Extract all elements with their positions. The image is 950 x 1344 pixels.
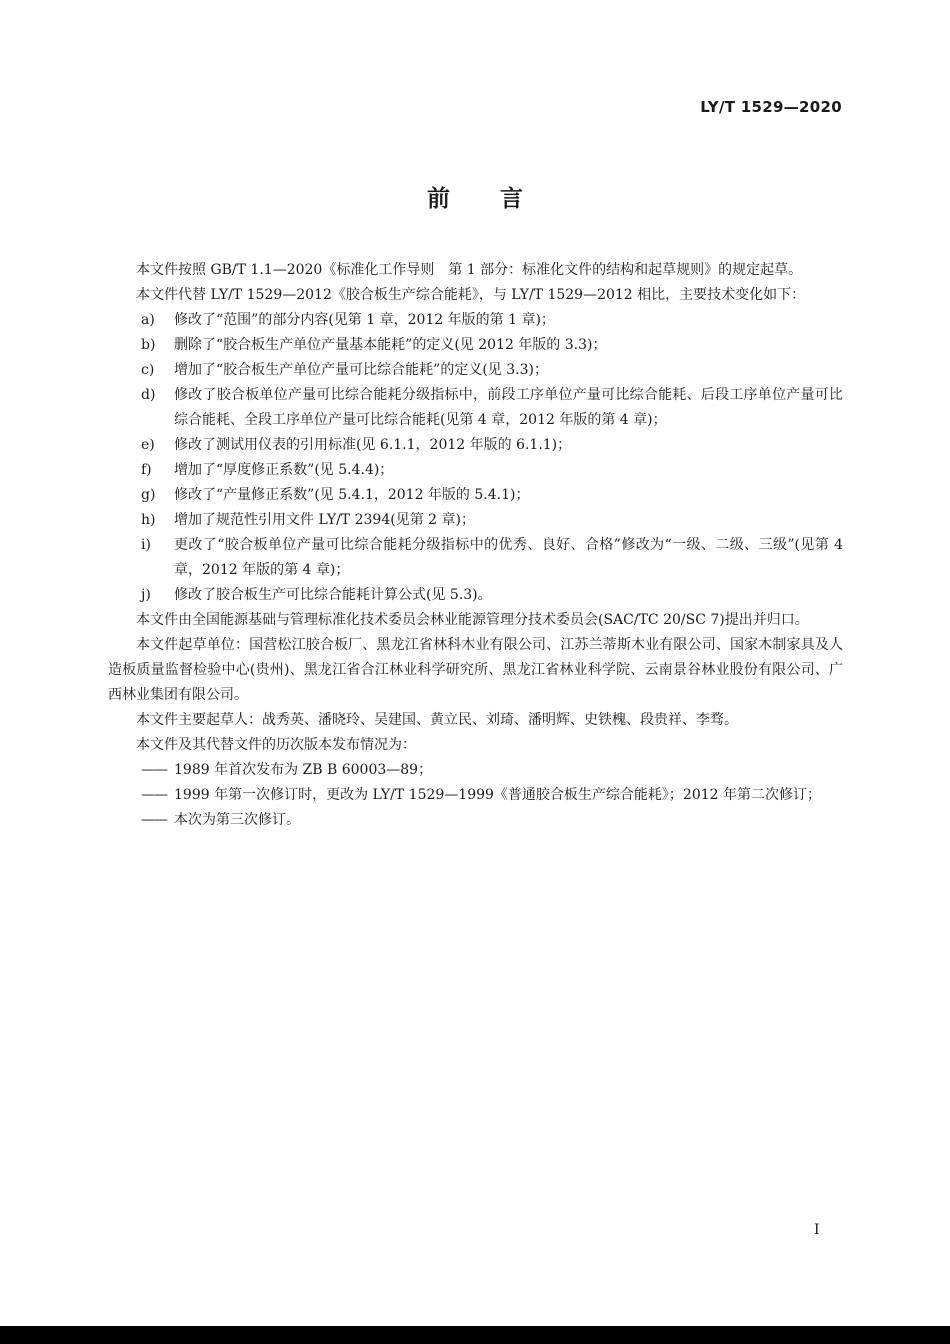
list-item-text: 删除了“胶合板生产单位产量基本能耗”的定义(见 2012 年版的 3.3)； <box>174 337 607 353</box>
paragraph-replacement: 本文件代替 LY/T 1529—2012《胶合板生产综合能耗》，与 LY/T 1529—2012 相比，主要技术变化如下： <box>136 287 806 303</box>
history-item <box>108 758 843 783</box>
dash-marker: —— <box>141 812 167 828</box>
list-item <box>108 433 843 458</box>
paragraph-history-intro: 本文件及其代替文件的历次版本发布情况为： <box>136 737 416 753</box>
page-title: 前言 <box>427 186 573 212</box>
paragraph-drafting-rules: 本文件按照 GB/T 1.1—2020《标准化工作导则 第 1 部分：标准化文件的结构和起草规则》的规定起草。 <box>136 262 803 278</box>
list-marker: d) <box>141 387 156 403</box>
history-item-text: 1999 年第一次修订时，更改为 LY/T 1529—1999《普通胶合板生产综合能耗》；2012 年第二次修订； <box>174 787 822 803</box>
standard-number: LY/T 1529—2020 <box>700 98 842 116</box>
history-item <box>108 808 843 833</box>
list-item-text: 增加了“厚度修正系数”(见 5.4.4)； <box>174 462 394 478</box>
list-marker: a) <box>141 312 155 328</box>
history-item-text: 1989 年首次发布为 ZB B 60003—89； <box>174 762 433 778</box>
changes-list <box>108 308 843 608</box>
history-item-text: 本次为第三次修订。 <box>174 812 300 828</box>
paragraph-committee: 本文件由全国能源基础与管理标准化技术委员会林业能源管理分技术委员会(SAC/TC 20/SC 7)提出并归口。 <box>136 612 809 628</box>
list-item <box>108 508 843 533</box>
dash-marker: —— <box>141 787 167 803</box>
list-item-text: 增加了“胶合板生产单位产量可比综合能耗”的定义(见 3.3)； <box>174 362 548 378</box>
list-item <box>108 358 843 383</box>
list-marker: b) <box>141 337 156 353</box>
list-item-text: 修改了测试用仪表的引用标准(见 6.1.1，2012 年版的 6.1.1)； <box>174 437 572 453</box>
list-item <box>108 533 843 583</box>
paragraph-drafters: 本文件主要起草人：战秀英、潘晓玲、吴建国、黄立民、刘琦、潘明辉、史铁槐、段贵祥、李骛。 <box>136 712 738 728</box>
list-marker: i) <box>141 537 151 553</box>
list-item-text: 更改了“胶合板单位产量可比综合能耗分级指标中的优秀、良好、合格”修改为“一级、二级、三级”(见第 4 章，2012 年版的第 4 章)； <box>174 537 843 578</box>
list-marker: h) <box>141 512 156 528</box>
list-item <box>108 308 843 333</box>
list-marker: g) <box>141 487 156 503</box>
list-item-text: 增加了规范性引用文件 LY/T 2394(见第 2 章)； <box>174 512 475 528</box>
history-item <box>108 783 843 808</box>
list-item-text: 修改了“产量修正系数”(见 5.4.1，2012 年版的 5.4.1)； <box>174 487 530 503</box>
list-marker: e) <box>141 437 155 453</box>
list-item <box>108 458 843 483</box>
foreword-body <box>108 258 843 833</box>
list-marker: c) <box>141 362 155 378</box>
list-item <box>108 383 843 433</box>
history-list <box>108 758 843 833</box>
dash-marker: —— <box>141 762 167 778</box>
paragraph-drafting-units: 本文件起草单位：国营松江胶合板厂、黑龙江省林科木业有限公司、江苏兰蒂斯木业有限公司、国家木制家具及人造板质量监督检验中心(贵州)、黑龙江省合江林业科学研究所、黑龙江省林业科学院、云南景谷林业股份有限公司、广西林业集团有限公司。 <box>108 637 843 703</box>
list-item <box>108 333 843 358</box>
bottom-border <box>0 1326 950 1344</box>
list-item-text: 修改了胶合板生产可比综合能耗计算公式(见 5.3)。 <box>174 587 492 603</box>
list-marker: f) <box>141 462 152 478</box>
list-marker: j) <box>141 587 151 603</box>
list-item-text: 修改了“范围”的部分内容(见第 1 章，2012 年版的第 1 章)； <box>174 312 555 328</box>
list-item <box>108 483 843 508</box>
page-number: I <box>814 1222 820 1238</box>
list-item-text: 修改了胶合板单位产量可比综合能耗分级指标中，前段工序单位产量可比综合能耗、后段工序单位产量可比综合能耗、全段工序单位产量可比综合能耗(见第 4 章，2012 年版的第 4 章)； <box>174 387 843 428</box>
list-item <box>108 583 843 608</box>
